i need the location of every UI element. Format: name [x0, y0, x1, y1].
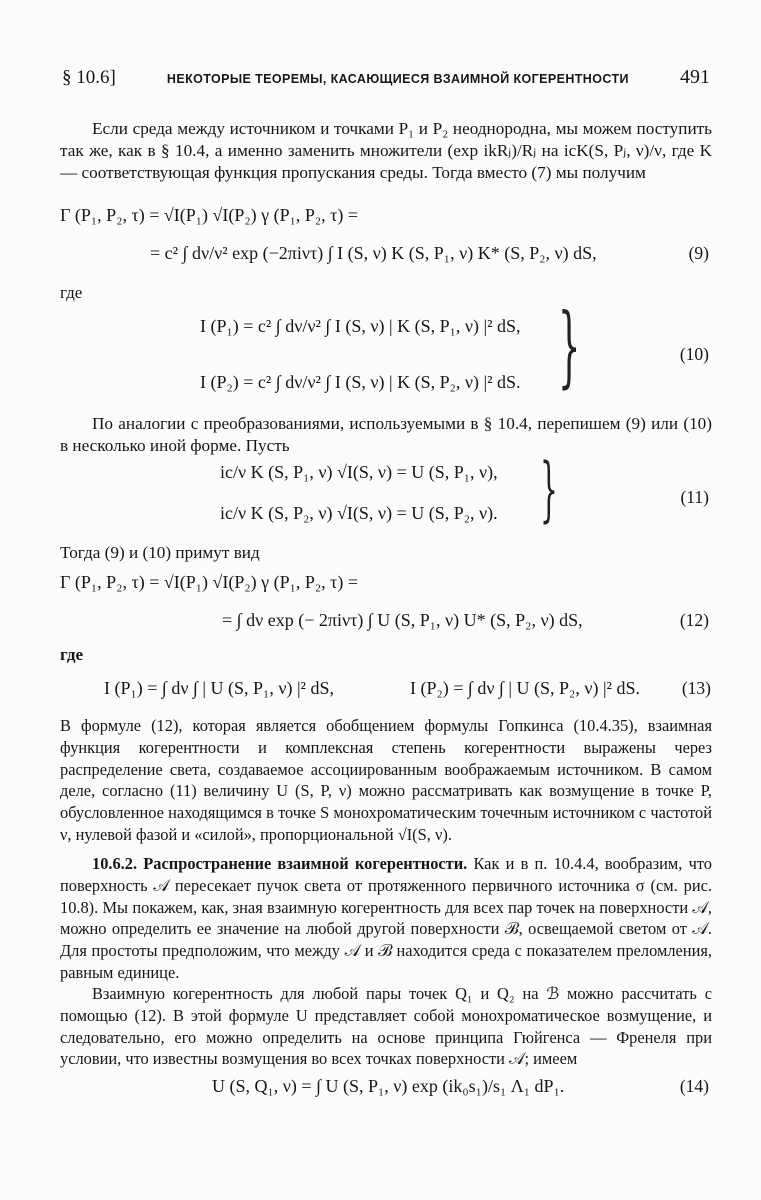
page-number: 491: [679, 66, 710, 88]
equation-11-line-2: ic/ν K (S, P₂, ν) √I(S, ν) = U (S, P₂, ν).: [220, 503, 498, 523]
paragraph-1: Если среда между источником и точками P₁ и P₂ неоднородна, мы можем поступить так же, как в § 10.4, а именно заменить множители (exp ikRⱼ)/Rⱼ на icK(S, Pⱼ, ν)/ν, где K — соответствующая функция пропускания среды. Тогда вместо (7) мы получим: [60, 119, 712, 182]
paragraph-6: Взаимную когерентность для любой пары точек Q₁ и Q₂ на ℬ можно рассчитать с помощью (12). В этой формуле U представляет собой монохроматическое возмущение, и следовательно, его можно определить на основе принципа Гюйгенса — Френеля при условии, что известны возмущения во всех точках поверхности 𝒜; имеем: [60, 984, 712, 1069]
equation-12-line-2: = ∫ dν exp (− 2πiντ) ∫ U (S, P₁, ν) U* (S, P₂, ν) dS,: [222, 610, 583, 630]
paragraph-4: В формуле (12), которая является обобщением формулы Гопкинса (10.4.35), взаимная функция когерентности и комплексная степень когерентности выражены через распределение света, создаваемое ассоциированным воображаемым источником. В самом деле, согласно (11) величину U (S, P, ν) можно рассматривать как возмущение в точке P, обусловленное находящимся в точке S монохроматическим точечным источником с частотой ν, нулевой фазой и «силой», пропорциональной √I(S, ν).: [60, 716, 712, 844]
paragraph-5-text: Как и в п. 10.4.4, вообразим, что поверхность 𝒜 пересекает пучок света от протяженного первичного источника σ (см. рис. 10.8). Мы покажем, как, зная взаимную когерентность для всех пар точек на поверхности 𝒜, можно определить ее значение на любой другой поверхности ℬ, освещаемой светом от 𝒜. Для простоты предположим, что между 𝒜 и ℬ находится среда с показателем преломления, равным единице.: [60, 854, 712, 982]
where-label-2: где: [60, 645, 84, 664]
equation-10-brace: }: [558, 294, 581, 397]
equation-12-line-1: Γ (P₁, P₂, τ) = √I(P₁) √I(P₂) γ (P₁, P₂, τ) =: [60, 572, 359, 592]
header-title: НЕКОТОРЫЕ ТЕОРЕМЫ, КАСАЮЩИЕСЯ ВЗАИМНОЙ КОГЕРЕНТНОСТИ: [166, 72, 629, 86]
equation-12-number: (12): [679, 610, 709, 630]
equation-13-part-1: I (P₁) = ∫ dν ∫ | U (S, P₁, ν) |² dS,: [104, 678, 334, 698]
running-header: [62, 66, 710, 96]
header-section: § 10.6]: [62, 67, 116, 88]
paragraph-5: [60, 853, 712, 984]
equation-9-number: (9): [688, 243, 709, 263]
equation-13-number: (13): [681, 678, 711, 698]
equation-9-line-1: Γ (P₁, P₂, τ) = √I(P₁) √I(P₂) γ (P₁, P₂, τ) =: [60, 205, 359, 225]
equation-11-line-1: ic/ν K (S, P₁, ν) √I(S, ν) = U (S, P₁, ν),: [220, 462, 498, 482]
equation-11-number: (11): [680, 487, 709, 507]
equation-13-part-2: I (P₂) = ∫ dν ∫ | U (S, P₂, ν) |² dS.: [410, 678, 640, 698]
equation-11-brace: }: [540, 448, 558, 530]
equation-10-line-1: I (P₁) = c² ∫ dν/ν² ∫ I (S, ν) | K (S, P₁, ν) |² dS,: [200, 316, 521, 336]
equation-14: U (S, Q₁, ν) = ∫ U (S, P₁, ν) exp (ik₀s₁)/s₁ Λ₁ dP₁.: [212, 1076, 565, 1096]
paragraph-3: Тогда (9) и (10) примут вид: [60, 543, 260, 562]
equation-14-number: (14): [679, 1076, 709, 1096]
paragraph-2: По аналогии с преобразованиями, используемыми в § 10.4, перепишем (9) или (10) в несколько иной форме. Пусть: [60, 414, 712, 455]
where-label-1: где: [60, 283, 83, 302]
subsection-title: 10.6.2. Распространение взаимной когерентности.: [92, 854, 468, 873]
equation-10-number: (10): [679, 344, 709, 364]
equation-9-line-2: = c² ∫ dν/ν² exp (−2πiντ) ∫ I (S, ν) K (S, P₁, ν) K* (S, P₂, ν) dS,: [150, 243, 597, 263]
equation-10-line-2: I (P₂) = c² ∫ dν/ν² ∫ I (S, ν) | K (S, P₂, ν) |² dS.: [200, 372, 521, 392]
